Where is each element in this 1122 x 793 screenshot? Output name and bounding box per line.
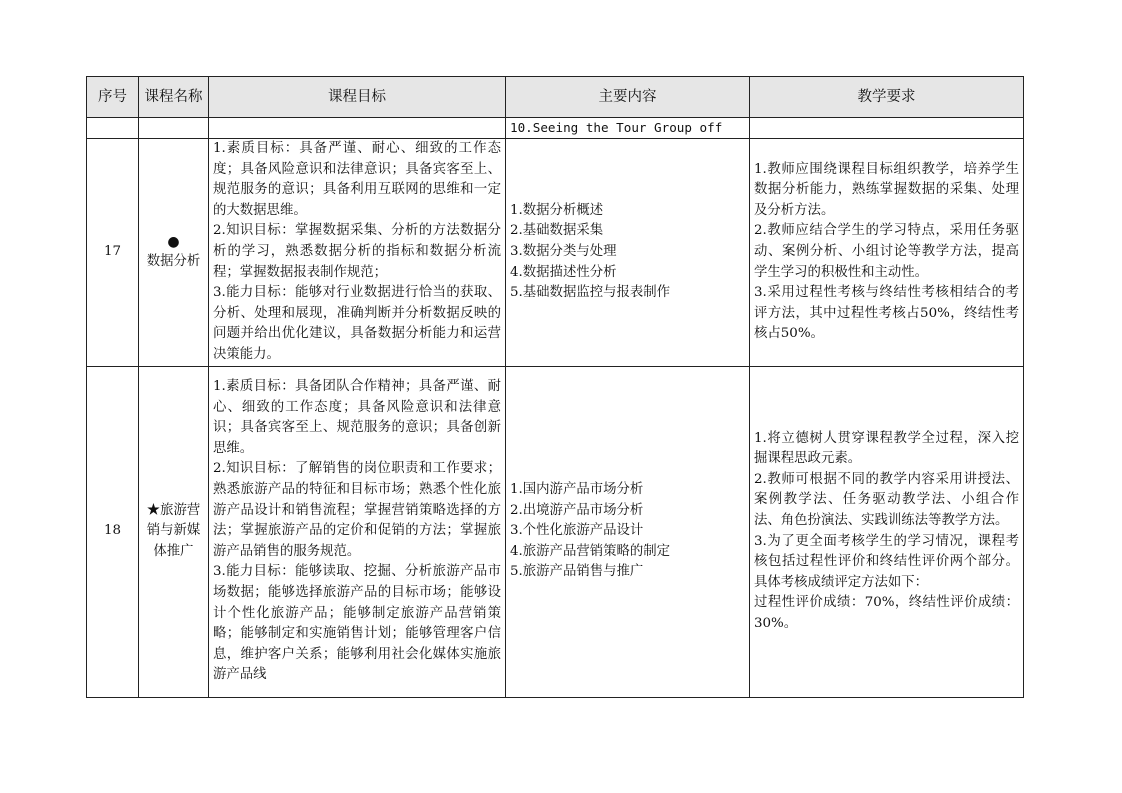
goal-ability: 3.能力目标：能够读取、挖掘、分析旅游产品市场数据；能够选择旅游产品的目标市场；能够设计个性化旅游产品；能够制定旅游产品营销策略；能够制定和实施销售计划；能够管理客户信息，维护客户关系；能够利用社会化媒体实施旅游产品线 <box>213 564 501 683</box>
star-icon: ★ <box>146 502 161 518</box>
document-page <box>86 76 1023 698</box>
table-header-row <box>87 77 1024 118</box>
cont-content-cell: 10.Seeing the Tour Group off <box>506 118 750 139</box>
cont-name-cell <box>139 118 209 139</box>
teaching-req-cell <box>750 139 1024 367</box>
goal-quality: 1.素质目标：具备严谨、耐心、细致的工作态度；具备风险意识和法律意识；具备宾客至上、规范服务的意识；具备利用互联网的思维和一定的大数据思维。 <box>213 141 501 218</box>
course-name: 旅游营销与新媒体推广 <box>146 502 201 559</box>
table-row <box>87 139 1024 367</box>
cont-seq-cell <box>87 118 139 139</box>
content-item: 1.国内游产品市场分析 <box>510 482 644 498</box>
content-item: 1.数据分析概述 <box>510 202 604 218</box>
goal-ability: 3.能力目标：能够对行业数据进行恰当的获取、分析、处理和展现，准确判断并分析数据反映的问题并给出优化建议，具备数据分析能力和运营决策能力。 <box>213 285 501 362</box>
header-goal: 课程目标 <box>209 77 506 118</box>
cont-goal-cell <box>209 118 506 139</box>
course-name-cell <box>139 366 209 697</box>
cont-req-cell <box>750 118 1024 139</box>
course-table <box>86 76 1024 698</box>
header-req: 教学要求 <box>750 77 1024 118</box>
req-item: 2.教师应结合学生的学习特点，采用任务驱动、案例分析、小组讨论等教学方法，提高学生学习的积极性和主动性。 <box>754 223 1019 280</box>
main-content-cell <box>506 139 750 367</box>
content-item: 4.旅游产品营销策略的制定 <box>510 543 671 559</box>
content-item: 3.个性化旅游产品设计 <box>510 523 644 539</box>
req-item: 3.采用过程性考核与终结性考核相结合的考评方法，其中过程性考核占50%，终结性考核占50%。 <box>754 285 1019 342</box>
content-item: 3.数据分类与处理 <box>510 243 617 259</box>
req-item: 1.教师应围绕课程目标组织教学，培养学生数据分析能力，熟练掌握数据的采集、处理及分析方法。 <box>754 161 1019 218</box>
req-item: 3.为了更全面考核学生的学习情况，课程考核包括过程性评价和终结性评价两个部分。具体考核成绩评定方法如下： <box>754 533 1019 590</box>
content-item: 2.出境游产品市场分析 <box>510 502 644 518</box>
course-goal-cell <box>209 139 506 367</box>
goal-knowledge: 2.知识目标：了解销售的岗位职责和工作要求；熟悉旅游产品的特征和目标市场；熟悉个性化旅游产品设计和销售流程；掌握营销策略选择的方法；掌握旅游产品的定价和促销的方法；掌握旅游产品销售的服务规范。 <box>213 461 501 559</box>
goal-quality: 1.素质目标：具备团队合作精神；具备严谨、耐心、细致的工作态度；具备风险意识和法律意识；具备宾客至上、规范服务的意识；具备创新思维。 <box>213 379 501 456</box>
course-name-cell <box>139 139 209 367</box>
content-item: 4.数据描述性分析 <box>510 264 617 280</box>
seq-cell: 17 <box>87 139 139 367</box>
header-name: 课程名称 <box>139 77 209 118</box>
table-row <box>87 366 1024 697</box>
req-item: 过程性评价成绩：70%，终结性评价成绩：30%。 <box>754 595 1019 631</box>
req-item: 2.教师可根据不同的教学内容采用讲授法、案例教学法、任务驱动教学法、小组合作法、角色扮演法、实践训练法等教学方法。 <box>754 471 1019 528</box>
content-item: 2.基础数据采集 <box>510 223 604 239</box>
content-item: 5.旅游产品销售与推广 <box>510 564 644 580</box>
header-seq: 序号 <box>87 77 139 118</box>
main-content-cell <box>506 366 750 697</box>
core-course-dot-icon: ● <box>167 233 180 250</box>
header-content: 主要内容 <box>506 77 750 118</box>
req-item: 1.将立德树人贯穿课程教学全过程，深入挖掘课程思政元素。 <box>754 430 1019 467</box>
teaching-req-cell <box>750 366 1024 697</box>
goal-knowledge: 2.知识目标：掌握数据采集、分析的方法数据分析的学习，熟悉数据分析的指标和数据分析流程；掌握数据报表制作规范； <box>213 223 501 280</box>
seq-cell: 18 <box>87 366 139 697</box>
table-row-continuation <box>87 118 1024 139</box>
course-name: 数据分析 <box>146 254 201 270</box>
content-item: 5.基础数据监控与报表制作 <box>510 285 671 301</box>
course-goal-cell <box>209 366 506 697</box>
